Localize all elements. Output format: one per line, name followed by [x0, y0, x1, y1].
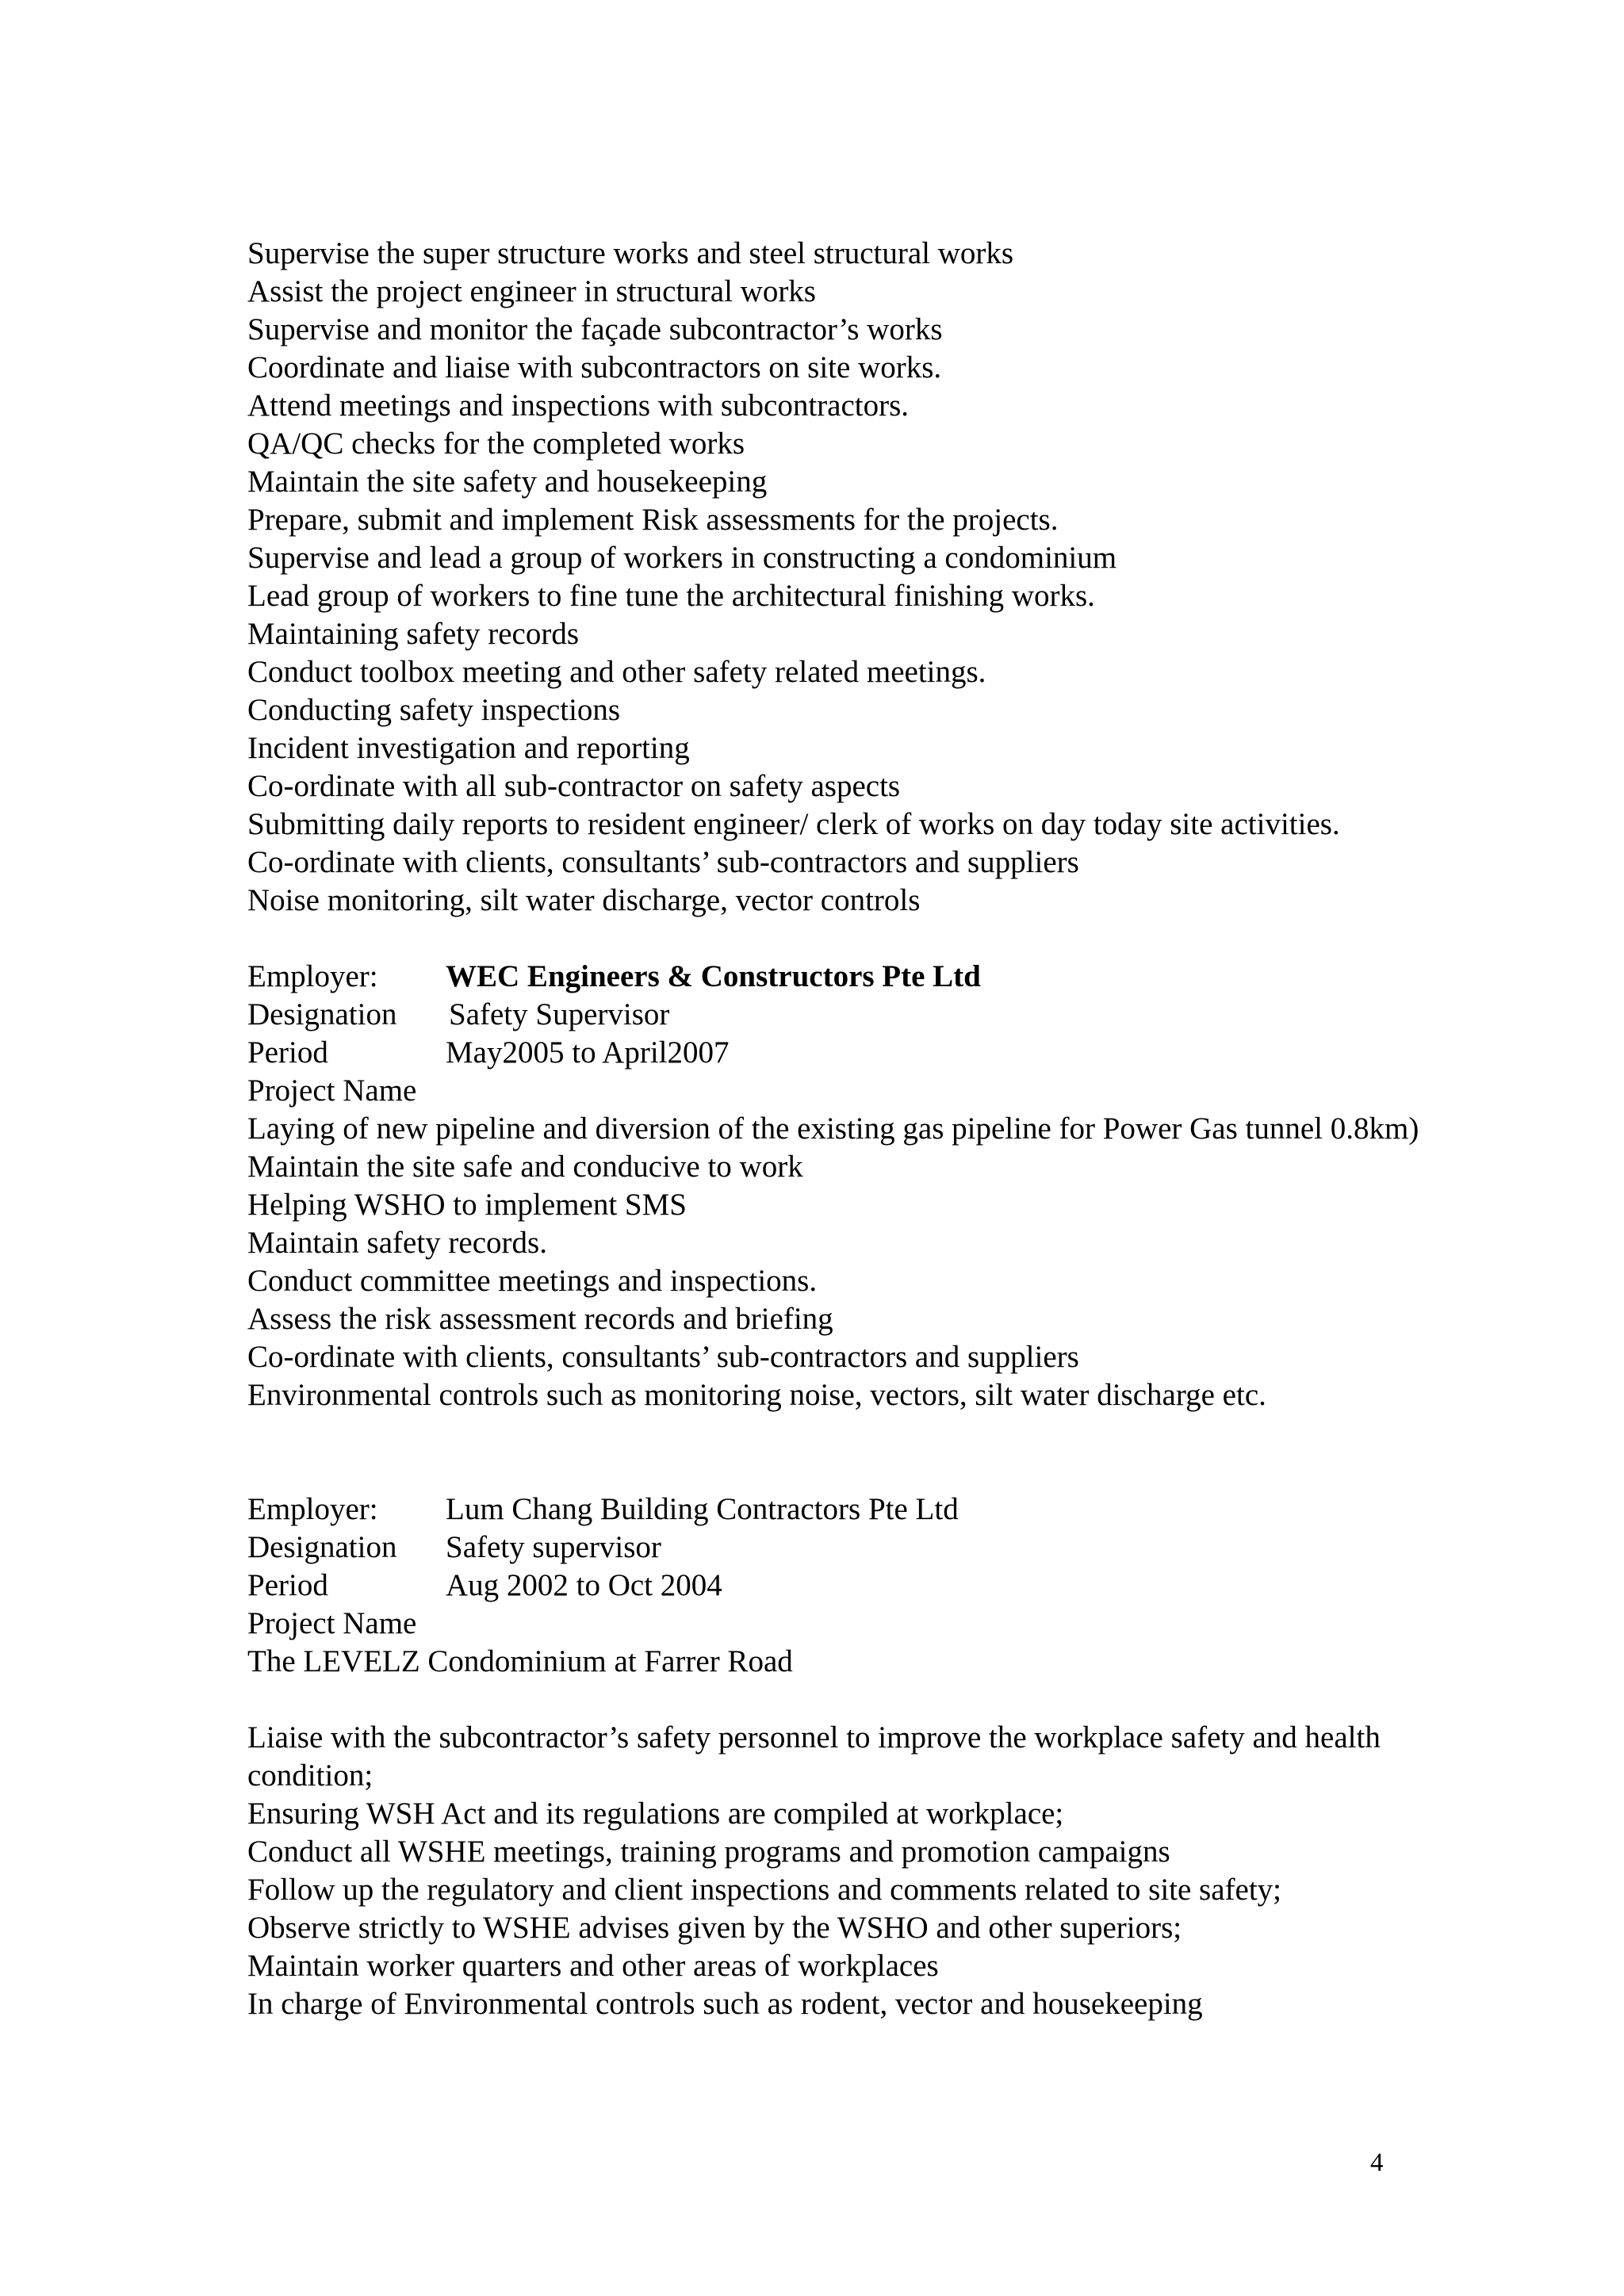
designation-value: Safety supervisor: [446, 1530, 661, 1564]
duty-line: Assess the risk assessment records and briefing: [247, 1302, 833, 1336]
period-label: Period: [247, 1035, 328, 1070]
duty-line: Maintaining safety records: [247, 617, 580, 651]
period-value: May2005 to April2007: [446, 1035, 730, 1070]
duty-line: Assist the project engineer in structural works: [247, 274, 816, 308]
page-number: 4: [1370, 2149, 1384, 2177]
duty-line: Supervise and monitor the façade subcontractor’s works: [247, 312, 943, 346]
duty-line: Attend meetings and inspections with subcontractors.: [247, 388, 910, 423]
employer-label: Employer:: [247, 959, 378, 993]
duty-line: QA/QC checks for the completed works: [247, 427, 745, 461]
duty-line: Maintain worker quarters and other areas of workplaces: [247, 1949, 939, 1983]
duty-line: In charge of Environmental controls such as rodent, vector and housekeeping: [247, 1987, 1203, 2021]
project-name-label: Project Name: [247, 1606, 417, 1640]
duty-line: Co-ordinate with clients, consultants’ sub-contractors and suppliers: [247, 1340, 1079, 1374]
duty-line: Laying of new pipeline and diversion of the existing gas pipeline for Power Gas tunnel 0.8km): [247, 1112, 1419, 1146]
duty-line: Incident investigation and reporting: [247, 731, 690, 765]
lum-chang-period-row: [247, 1567, 1421, 1605]
period-label: Period: [247, 1568, 328, 1602]
employer-value: Lum Chang Building Contractors Pte Ltd: [446, 1492, 959, 1526]
duty-line: Co-ordinate with all sub-contractor on safety aspects: [247, 769, 901, 803]
section-spacer: [247, 920, 1421, 958]
duty-line: Conduct committee meetings and inspections.: [247, 1264, 818, 1298]
duty-line: Supervise the super structure works and steel structural works: [247, 236, 1014, 270]
duty-line: Observe strictly to WSHE advises given by the WSHO and other superiors;: [247, 1911, 1182, 1945]
wec-designation-row: [247, 996, 1421, 1034]
period-value: Aug 2002 to Oct 2004: [446, 1568, 722, 1602]
duty-line: Noise monitoring, silt water discharge, vector controls: [247, 883, 921, 917]
project-name-label: Project Name: [247, 1073, 417, 1108]
section-spacer: [247, 1681, 1421, 1719]
duty-line: Supervise and lead a group of workers in constructing a condominium: [247, 541, 1117, 575]
project-name-value: The LEVELZ Condominium at Farrer Road: [247, 1644, 793, 1678]
section-spacer: [247, 1414, 1421, 1490]
duty-line: Prepare, submit and implement Risk assessments for the projects.: [247, 503, 1059, 537]
lum-chang-designation-row: [247, 1529, 1421, 1567]
employer-value: WEC Engineers & Constructors Pte Ltd: [446, 959, 981, 993]
duty-line: Maintain the site safety and housekeeping: [247, 465, 768, 499]
wec-employer-row: [247, 958, 1421, 996]
duty-line: Co-ordinate with clients, consultants’ sub-contractors and suppliers: [247, 845, 1079, 879]
duty-line: Maintain safety records.: [247, 1226, 547, 1260]
duty-line: Coordinate and liaise with subcontractors on site works.: [247, 350, 942, 385]
duty-line: Liaise with the subcontractor’s safety personnel to improve the workplace safety and health condition;: [247, 1720, 1381, 1793]
designation-label: Designation: [247, 1530, 397, 1564]
duty-line: Conducting safety inspections: [247, 693, 621, 727]
duty-line: Environmental controls such as monitoring noise, vectors, silt water discharge etc.: [247, 1378, 1266, 1412]
duty-line: Maintain the site safe and conducive to work: [247, 1150, 803, 1184]
duty-line: Conduct toolbox meeting and other safety related meetings.: [247, 655, 986, 689]
designation-value: Safety Supervisor: [449, 997, 670, 1031]
duty-line: Ensuring WSH Act and its regulations are compiled at workplace;: [247, 1797, 1064, 1831]
lum-chang-employer-row: [247, 1490, 1421, 1529]
duty-line: Helping WSHO to implement SMS: [247, 1188, 687, 1222]
resume-content: [247, 235, 1421, 2023]
wec-period-row: [247, 1034, 1421, 1072]
duty-line: Lead group of workers to fine tune the architectural finishing works.: [247, 579, 1095, 613]
designation-label: Designation: [247, 997, 397, 1031]
employer-label: Employer:: [247, 1492, 378, 1526]
duty-line: Follow up the regulatory and client inspections and comments related to site safety;: [247, 1873, 1282, 1907]
duty-line: Conduct all WSHE meetings, training programs and promotion campaigns: [247, 1835, 1170, 1869]
duty-line: Submitting daily reports to resident engineer/ clerk of works on day today site activities.: [247, 807, 1340, 841]
